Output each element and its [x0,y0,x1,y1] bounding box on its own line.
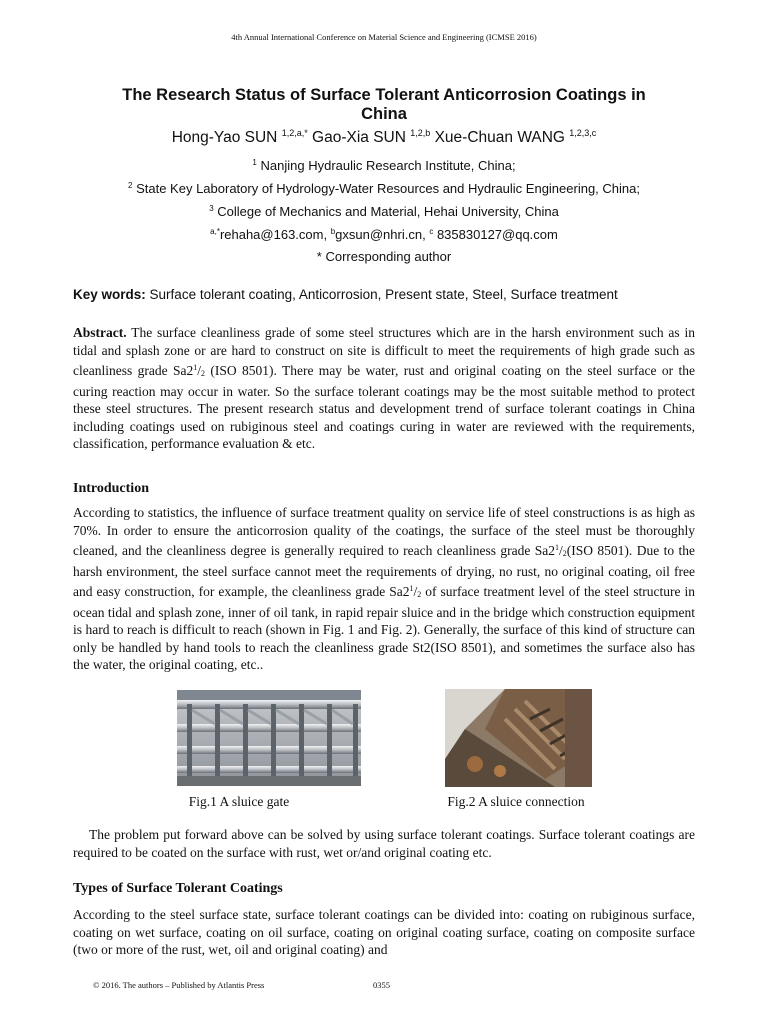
email-line [0,227,768,242]
abstract-text: The surface cleanliness grade of some steel structures which are in the harsh environment such as in tidal and splash zone or are hard to construct on site is difficult to meet the requirements of high grade such as cleanliness grade Sa2 [73,325,695,378]
author-affiliation-marker: 1,2,3,c [569,128,597,138]
corresponding-author-note: * Corresponding author [316,249,452,264]
abstract-paragraph [73,324,695,453]
author-affiliation-marker: 1,2,a,* [281,128,308,138]
introduction-text: of surface treatment level of the steel structure in ocean tidal and splash zone, inner of oil tank, in rapid repair sluice and in the bridge which construction equipment is hard to reach is difficult to reach (shown in Fig. 1 and Fig. 2). Generally, the surface of this kind of structure can only be handled by hand tools to reach the cleanliness grade St2(ISO 8501), and sometimes the surface also has the water, the original coating, etc.. [73,584,695,672]
fraction-denominator: 2 [417,590,422,599]
email-marker: c [429,227,434,236]
keywords [73,287,618,302]
affiliation-marker: 2 [128,181,133,190]
affiliation-text: Nanjing Hydraulic Research Institute, China; [260,158,516,173]
fraction-slash: / [413,584,418,599]
email-link[interactable]: rehaha@163.com, [219,227,328,242]
affiliation-marker: 3 [209,204,214,213]
figure-2-caption: Fig.2 A sluice connection [447,794,585,809]
conference-header: 4th Annual International Conference on Material Science and Engineering (ICMSE 2016) [231,32,537,42]
author-name: Xue-Chuan WANG [434,129,565,146]
introduction-paragraph [73,504,695,674]
email-marker: a,* [210,227,220,236]
title-line-1: The Research Status of Surface Tolerant Anticorrosion Coatings in [122,86,646,104]
keywords-label: Key words: [73,287,146,302]
sluice-connection-photo [445,689,592,787]
introduction-text: According to statistics, the influence of surface treatment quality on service life of steel constructions is as high as 70%. In order to ensure the anticorrosion quality of the coatings, the surface of the steel must be thoroughly cleaned, and the cleanliness degree is generally required to reach cleanliness grade Sa2 [73,505,695,558]
fraction-slash: / [197,363,201,378]
sluice-gate-photo [177,690,361,786]
fraction-numerator: 1 [193,363,198,372]
fraction-numerator: 1 [409,584,414,593]
title-line-2: China [361,105,407,123]
types-paragraph: According to the steel surface state, surface tolerant coatings can be divided into: coating on rubiginous surface, coating on wet surface, coating on oil surface, coating on original coating surface, coating on composite surface (two or more of the rust, wet, oil and original coating) and [73,907,695,957]
email-link[interactable]: gxsun@nhri.cn, [335,227,426,242]
email-marker: b [330,227,336,236]
keywords-text: Surface tolerant coating, Anticorrosion, Present state, Steel, Surface treatment [149,287,618,302]
paper-title [80,86,688,124]
fraction-numerator: 1 [555,543,559,552]
fraction-denominator: 2 [562,549,567,558]
affiliation-marker: 1 [252,158,257,167]
author-list [0,128,768,147]
author-name: Gao-Xia SUN [312,129,406,146]
abstract-text: (ISO 8501). There may be water, rust and original coating on the steel surface or the curing reaction may occur in water. So the surface tolerant coatings may be the most suitable method to protect these steel structures. The present research status and development trend of surface tolerant coatings in China including coatings used on rubiginous steel and coatings curing in water are reviewed with the requirements, classification, performance evaluation & etc. [73,363,695,451]
figure-1-caption: Fig.1 A sluice gate [188,794,290,809]
email-link[interactable]: 835830127@qq.com [436,227,558,242]
footer-copyright: © 2016. The authors – Published by Atlantis Press [93,980,265,990]
introduction-text: (ISO 8501). Due to the harsh environment, the steel surface cannot meet the requirements of drying, no rust, no original coating, oil free and easy construction, for example, the cleanliness grade Sa2 [73,543,695,599]
fraction-slash: / [559,543,563,558]
affiliation-3 [0,204,768,219]
author-name: Hong-Yao SUN [171,129,278,146]
affiliation-text: State Key Laboratory of Hydrology-Water Resources and Hydraulic Engineering, China; [136,181,640,196]
section-heading-types: Types of Surface Tolerant Coatings [73,881,283,896]
problem-paragraph: The problem put forward above can be solved by using surface tolerant coatings. Surface tolerant coatings are required to be coated on the surface with rust, wet or/and original coating etc. [73,827,695,860]
abstract-label: Abstract. [73,325,127,340]
affiliation-2 [0,181,768,196]
section-heading-introduction: Introduction [73,481,149,496]
author-affiliation-marker: 1,2,b [410,128,431,138]
affiliation-1 [0,158,768,173]
affiliation-text: College of Mechanics and Material, Hehai University, China [217,204,559,219]
fraction-denominator: 2 [200,369,205,378]
footer-page-number: 0355 [373,980,390,990]
